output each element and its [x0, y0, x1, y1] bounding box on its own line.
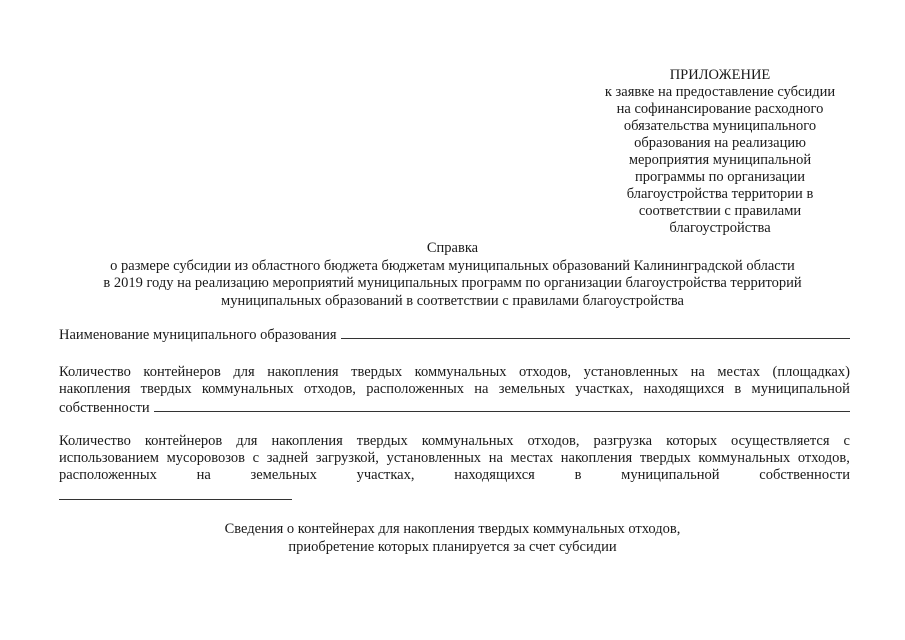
word: муниципальной	[751, 381, 850, 397]
appendix-line: благоустройства территории в	[626, 186, 814, 202]
word: собственности	[759, 467, 850, 483]
containers-sites-field	[59, 364, 850, 417]
word: коммунальных	[201, 381, 294, 397]
word: на	[488, 450, 503, 466]
word: накопления	[560, 450, 633, 466]
containers-sites-label-end: собственности	[59, 400, 150, 416]
word: загрузкой,	[315, 450, 379, 466]
appendix-heading: ПРИЛОЖЕНИЕ	[669, 67, 771, 83]
word: использованием	[59, 450, 159, 466]
municipality-input-line[interactable]	[341, 325, 850, 339]
municipality-label: Наименование муниципального образования	[59, 327, 337, 343]
appendix-line: на софинансирование расходного	[616, 101, 824, 117]
word: с	[843, 433, 850, 449]
word: осуществляется	[731, 433, 830, 449]
appendix-line: благоустройства	[669, 220, 771, 236]
word: земельных	[498, 381, 566, 397]
appendix-block	[585, 67, 855, 237]
word: для	[236, 433, 258, 449]
word: в	[574, 467, 582, 483]
certificate-subtitle-line: в 2019 году на реализацию мероприятий муниципальных программ по организации благоустройства территорий	[103, 275, 802, 291]
word: местах	[717, 364, 760, 380]
word: мусоровозов	[166, 450, 245, 466]
word: отходов,	[527, 433, 580, 449]
containers-rear-loader-line	[59, 433, 850, 450]
containers-info-line: Сведения о контейнерах для накопления твердых коммунальных отходов,	[224, 521, 681, 537]
word: коммунальных	[414, 364, 507, 380]
word: твердых	[639, 450, 691, 466]
containers-rear-loader-input-line[interactable]	[59, 499, 292, 500]
word: для	[233, 364, 255, 380]
appendix-line: мероприятия муниципальной	[628, 152, 812, 168]
word: которых	[666, 433, 718, 449]
word: задней	[266, 450, 309, 466]
word: разгрузка	[593, 433, 653, 449]
word: твердых	[351, 364, 403, 380]
word: на	[690, 364, 705, 380]
word: расположенных	[366, 381, 465, 397]
word: участках,	[356, 467, 415, 483]
word: отходов,	[797, 450, 850, 466]
appendix-line: образования на реализацию	[634, 135, 806, 151]
word: твердых	[140, 381, 192, 397]
appendix-line: обязательства муниципального	[623, 118, 817, 134]
word: участках,	[575, 381, 634, 397]
word: земельных	[250, 467, 317, 483]
word: установленных	[583, 364, 679, 380]
word: отходов,	[303, 381, 356, 397]
word: с	[252, 450, 260, 466]
word: установленных	[386, 450, 482, 466]
word: накопления	[271, 433, 343, 449]
word: Количество	[59, 364, 131, 380]
word: на	[474, 381, 489, 397]
certificate-subtitle-line: о размере субсидии из областного бюджета бюджетам муниципальных образований Калининградской области	[110, 257, 795, 274]
certificate-title: Справка	[426, 240, 479, 256]
certificate-title-block	[40, 240, 865, 310]
word: на	[196, 467, 211, 483]
word: коммунальных	[698, 450, 791, 466]
certificate-subtitle-line: муниципальных образований в соответствии с правилами благоустройства	[221, 292, 684, 309]
word: контейнеров	[143, 364, 221, 380]
word: накопления	[59, 381, 131, 397]
word: контейнеров	[144, 433, 223, 449]
word: находящихся	[454, 467, 535, 483]
word: коммунальных	[421, 433, 514, 449]
word: твердых	[356, 433, 408, 449]
containers-info-heading	[40, 520, 865, 556]
word: местах	[510, 450, 554, 466]
word: отходов,	[519, 364, 572, 380]
appendix-line: программы по организации	[634, 169, 806, 185]
municipality-field	[59, 325, 850, 344]
word: (площадках)	[772, 364, 850, 380]
appendix-line: соответствии с правилами	[638, 203, 802, 219]
appendix-line: к заявке на предоставление субсидии	[604, 84, 836, 100]
containers-rear-loader-line	[59, 467, 850, 484]
word: накопления	[267, 364, 339, 380]
containers-sites-input-line[interactable]	[154, 398, 850, 412]
word: Количество	[59, 433, 131, 449]
containers-rear-loader-line	[59, 450, 850, 467]
word: в	[734, 381, 742, 397]
word: находящихся	[643, 381, 725, 397]
containers-sites-line	[59, 381, 850, 398]
containers-sites-line	[59, 364, 850, 381]
word: муниципальной	[621, 467, 720, 483]
word: расположенных	[59, 467, 157, 483]
containers-rear-loader-field	[59, 433, 850, 484]
containers-info-line: приобретение которых планируется за счет субсидии	[288, 539, 617, 555]
